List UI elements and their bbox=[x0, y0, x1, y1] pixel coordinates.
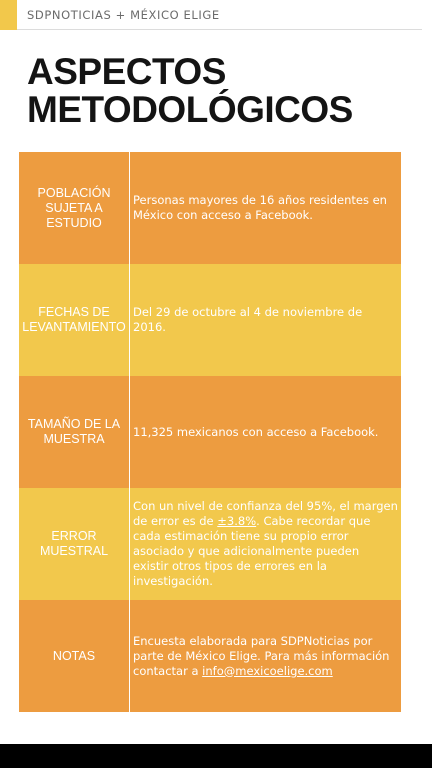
page-title-line-2: METODOLÓGICOS bbox=[27, 89, 353, 130]
methodology-table bbox=[19, 152, 401, 712]
table-row-poblacion bbox=[19, 152, 401, 264]
table-row-notas bbox=[19, 600, 401, 712]
row-value-text-post: . Cabe recordar que cada estimación tiene su propio error asociado y que adicionalmente pueden existir otros tipos de errores en la investigación. bbox=[133, 514, 371, 588]
row-label: ERROR MUESTRAL bbox=[19, 488, 130, 600]
row-value-text: Del 29 de octubre al 4 de noviembre de 2016. bbox=[133, 305, 363, 334]
row-label: FECHAS DE LEVANTAMIENTO bbox=[19, 264, 130, 376]
page-title-line-1: ASPECTOS bbox=[27, 51, 226, 92]
row-label: POBLACIÓN SUJETA A ESTUDIO bbox=[19, 152, 130, 264]
row-value-text bbox=[133, 499, 398, 589]
row-value bbox=[130, 152, 401, 264]
margin-of-error: ±3.8% bbox=[217, 514, 257, 528]
row-value-text: 11,325 mexicanos con acceso a Facebook. bbox=[133, 424, 379, 439]
header-title: SDPNOTICIAS + MÉXICO ELIGE bbox=[27, 8, 220, 22]
row-label: TAMAÑO DE LA MUESTRA bbox=[19, 376, 130, 488]
header bbox=[0, 0, 432, 30]
row-value bbox=[130, 264, 401, 376]
header-divider bbox=[17, 29, 422, 30]
row-value bbox=[130, 600, 401, 712]
row-value-text bbox=[133, 634, 398, 679]
row-value-text-pre: Con un nivel de confianza del 95%, el margen de error es de bbox=[133, 499, 398, 528]
contact-email-link[interactable]: info@mexicoelige.com bbox=[202, 663, 333, 678]
row-label: NOTAS bbox=[19, 600, 130, 712]
row-value-text-pre: Encuesta elaborada para SDPNoticias por parte de México Elige. Para más información contactar a bbox=[133, 633, 390, 678]
row-value bbox=[130, 488, 401, 600]
table-row-fechas bbox=[19, 264, 401, 376]
page-title bbox=[27, 53, 427, 129]
footer-bar bbox=[0, 744, 432, 768]
row-value-text: Personas mayores de 16 años residentes en México con acceso a Facebook. bbox=[133, 193, 387, 222]
row-value bbox=[130, 376, 401, 488]
header-accent-bar bbox=[0, 0, 17, 30]
table-row-error bbox=[19, 488, 401, 600]
table-row-tamano bbox=[19, 376, 401, 488]
